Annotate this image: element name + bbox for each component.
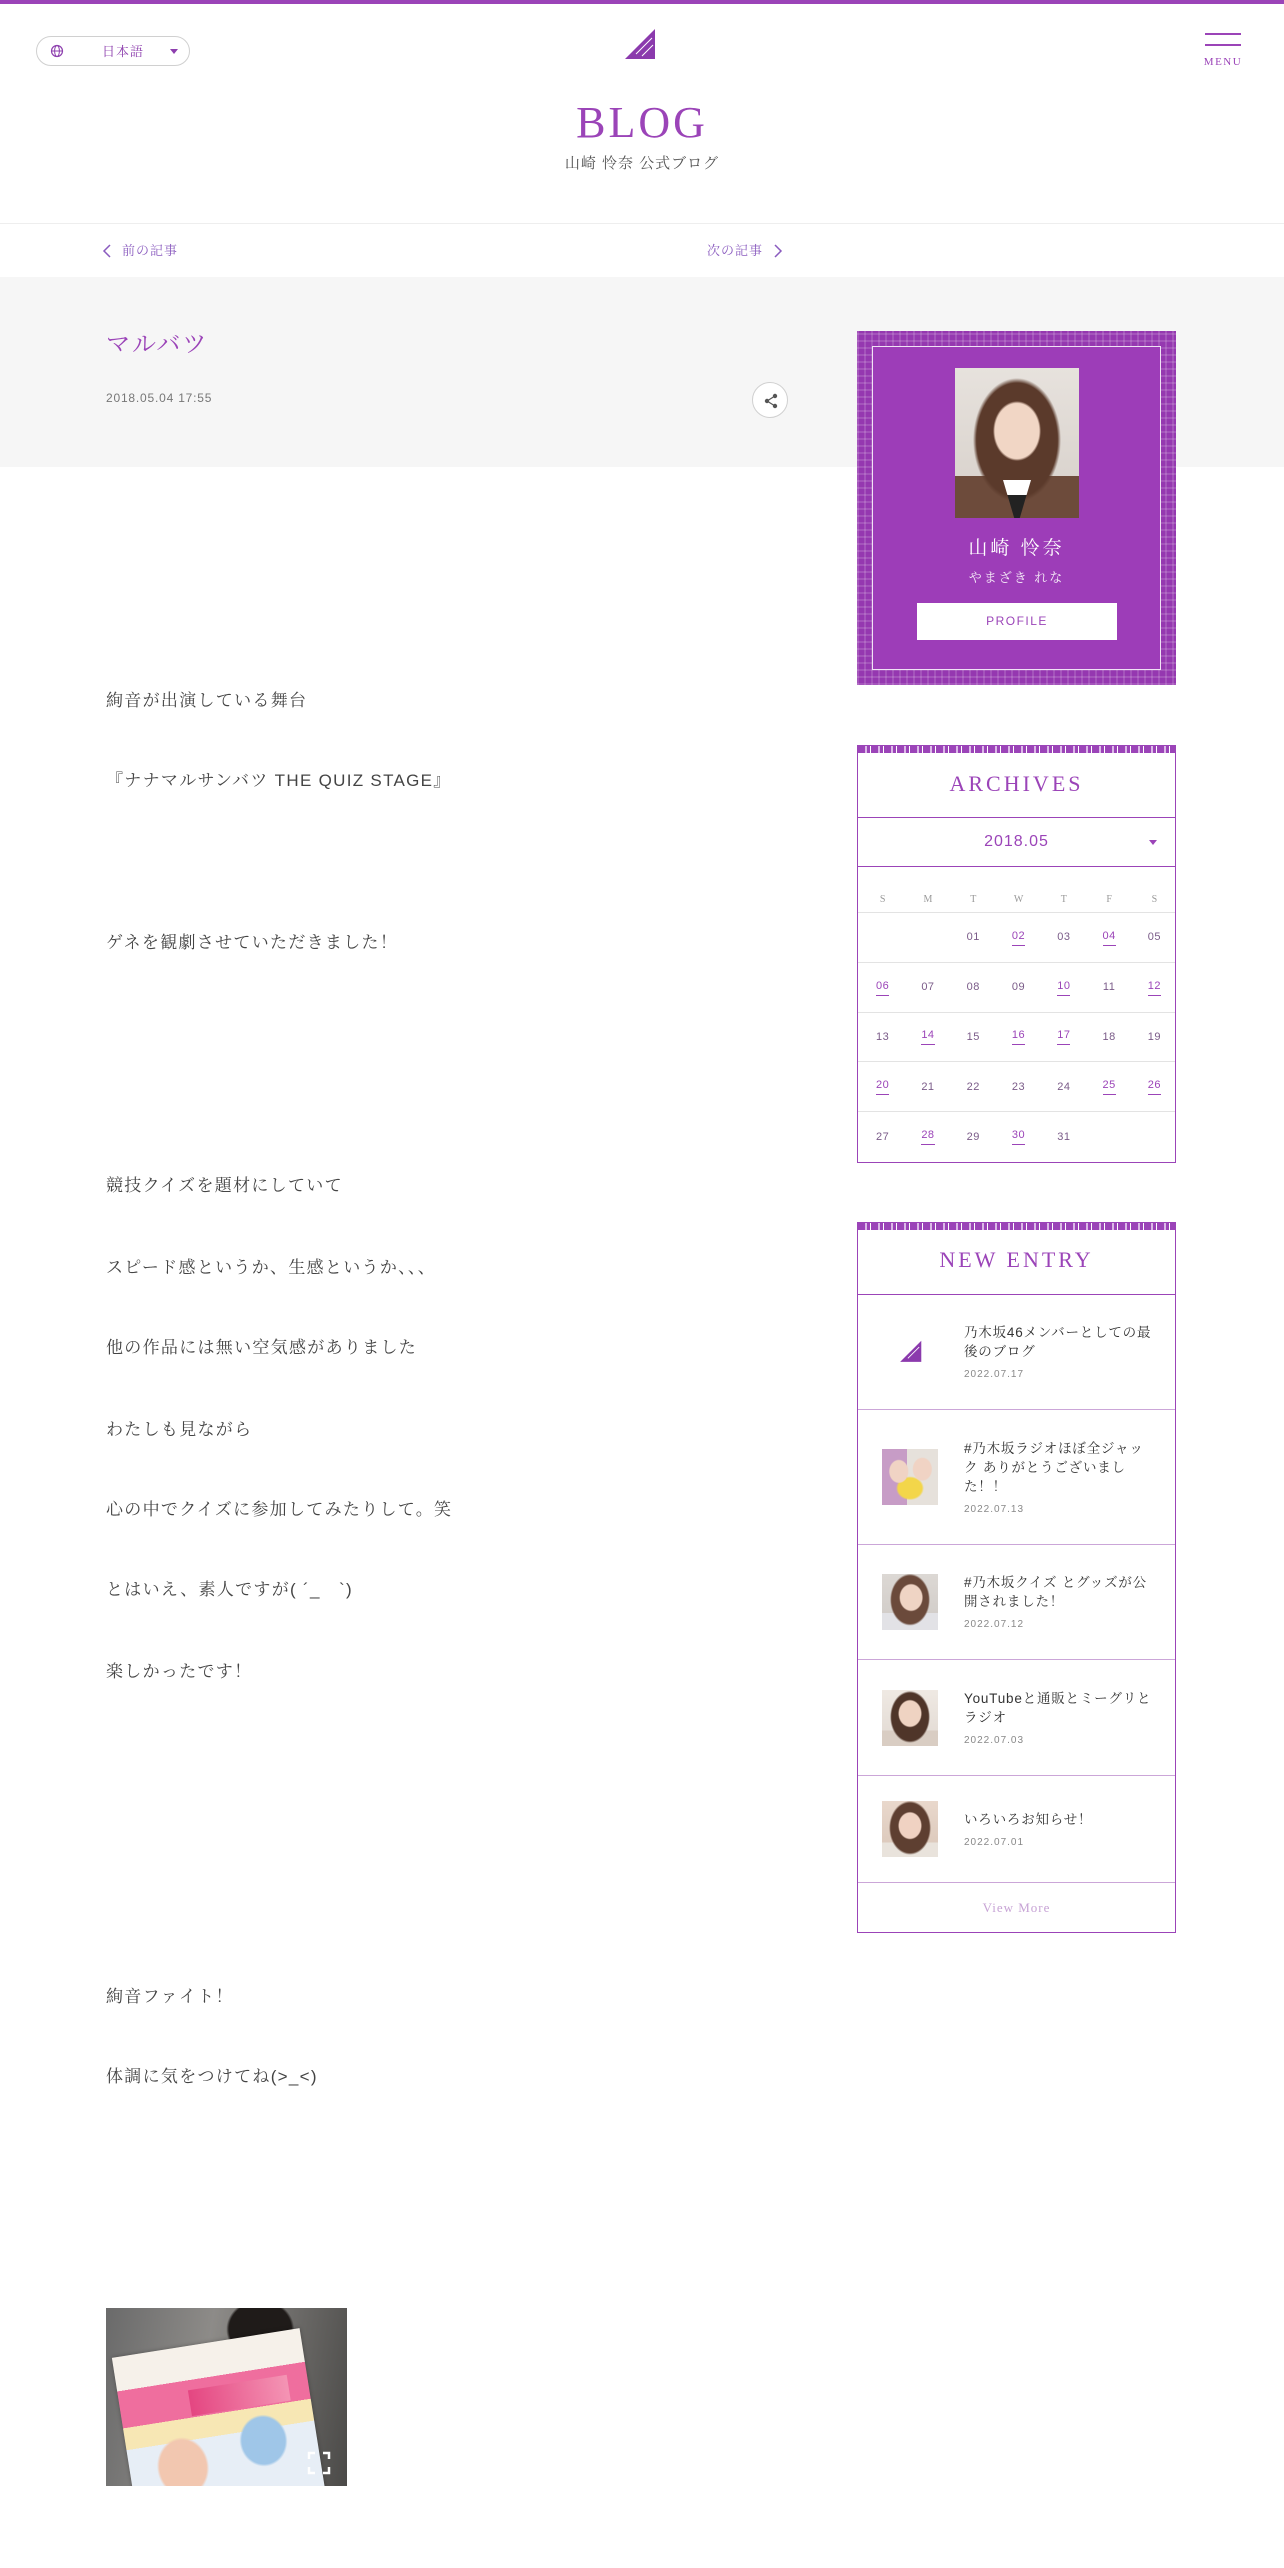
page-subtitle: 山崎 怜奈 公式ブログ [564, 155, 720, 172]
entry-title: いろいろお知らせ！ [964, 1811, 1093, 1827]
calendar-empty-cell [905, 913, 950, 962]
prev-article-label: 前の記事 [122, 243, 179, 258]
calendar-day-29 [951, 1112, 996, 1161]
entry-thumbnail [882, 1801, 938, 1857]
calendar-day-label[interactable]: 30 [1012, 1128, 1025, 1145]
logo-icon [898, 1340, 922, 1364]
calendar-day-label[interactable]: 17 [1057, 1028, 1070, 1045]
calendar-day-label: 18 [1102, 1030, 1116, 1043]
calendar-week [858, 962, 1175, 1012]
calendar-day-22 [951, 1062, 996, 1111]
calendar-empty-cell [860, 913, 905, 962]
article-line: 『ナナマルサンバツ THE QUIZ STAGE』 [106, 771, 452, 790]
calendar-weekday: W [1013, 894, 1024, 905]
calendar-day-label: 13 [876, 1030, 890, 1043]
article-line: わたしも見ながら [106, 1420, 253, 1439]
article-line: 体調に気をつけてね(>_<) [106, 2067, 318, 2086]
calendar-day-label: 19 [1147, 1030, 1162, 1043]
entry-date: 2022.07.13 [964, 1503, 1025, 1515]
chevron-right-icon [773, 243, 783, 259]
entry-text [964, 1810, 1154, 1849]
profile-card [857, 331, 1176, 685]
calendar-day-28[interactable] [905, 1112, 950, 1161]
calendar-weekday: T [1060, 894, 1067, 905]
calendar-day-26[interactable] [1132, 1062, 1177, 1111]
hamburger-icon [1205, 32, 1241, 48]
entry-thumbnail [882, 1449, 938, 1505]
calendar-weekday: T [970, 894, 977, 905]
entry-date: 2022.07.03 [964, 1734, 1025, 1746]
calendar-day-label: 21 [921, 1080, 935, 1093]
globe-icon [50, 44, 64, 58]
view-more-link[interactable]: View More [982, 1900, 1051, 1915]
entry-list [858, 1295, 1175, 1883]
calendar-day-label: 31 [1057, 1130, 1071, 1143]
calendar-week [858, 912, 1175, 962]
calendar-day-label[interactable]: 16 [1012, 1028, 1025, 1045]
article-line: 競技クイズを題材にしていて [106, 1176, 343, 1195]
calendar-day-23 [996, 1062, 1041, 1111]
calendar-day-21 [905, 1062, 950, 1111]
calendar-weekday: M [923, 894, 933, 905]
calendar-day-04[interactable] [1086, 913, 1131, 962]
calendar-weekday: F [1106, 894, 1112, 905]
top-accent-line [0, 0, 1284, 4]
calendar-day-06[interactable] [860, 963, 905, 1012]
calendar-week [858, 1012, 1175, 1062]
calendar-day-16[interactable] [996, 1013, 1041, 1062]
calendar-day-09 [996, 963, 1041, 1012]
calendar-day-label[interactable]: 26 [1148, 1078, 1161, 1095]
calendar-day-27 [860, 1112, 905, 1161]
next-article-link[interactable] [707, 239, 783, 263]
entry-thumbnail [882, 1574, 938, 1630]
calendar-day-10[interactable] [1041, 963, 1086, 1012]
entry-thumbnail [882, 1690, 938, 1746]
profile-photo-collar [1003, 480, 1031, 518]
calendar-day-label[interactable]: 20 [876, 1078, 889, 1095]
menu-button[interactable] [1203, 32, 1243, 68]
decorative-strip [858, 1223, 1175, 1230]
share-button[interactable] [752, 382, 788, 418]
month-select[interactable] [858, 818, 1175, 866]
article-line: 絢音が出演している舞台 [106, 691, 308, 710]
calendar-day-24 [1041, 1062, 1086, 1111]
article-line: とはいえ、素人ですが( ´_ `) [106, 1580, 353, 1599]
calendar-day-30[interactable] [996, 1112, 1041, 1161]
calendar-day-11 [1086, 963, 1131, 1012]
calendar-week [858, 1061, 1175, 1111]
calendar-day-18 [1086, 1013, 1131, 1062]
new-entry-title: NEW ENTRY [939, 1247, 1094, 1272]
language-label: 日本語 [101, 44, 144, 59]
entry-date: 2022.07.17 [964, 1369, 1025, 1380]
calendar-day-13 [860, 1013, 905, 1062]
site-logo[interactable] [622, 28, 656, 62]
entry-text [964, 1439, 1154, 1516]
article-line: ゲネを観劇させていただきました！ [106, 933, 399, 952]
calendar-day-label[interactable]: 06 [876, 979, 889, 996]
calendar-day-25[interactable] [1086, 1062, 1131, 1111]
menu-label: MENU [1203, 56, 1243, 68]
article-line: スピード感というか、生感というか、、、 [106, 1258, 437, 1277]
calendar-week [858, 1111, 1175, 1161]
archives-widget [857, 745, 1176, 1163]
profile-photo [955, 368, 1079, 518]
calendar-day-label: 09 [1011, 981, 1026, 994]
entry-item[interactable] [858, 1295, 1175, 1410]
language-selector[interactable] [36, 36, 190, 66]
header-divider [0, 223, 1284, 224]
entry-date: 2022.07.12 [964, 1619, 1025, 1630]
entry-text [964, 1323, 1154, 1381]
calendar-day-label: 08 [966, 981, 980, 994]
article-line: 楽しかったです！ [106, 1662, 253, 1681]
entry-item[interactable] [858, 1776, 1175, 1883]
calendar-day-label: 27 [876, 1130, 890, 1143]
calendar-empty-cell [1086, 1112, 1131, 1161]
article-title: マルバツ [106, 331, 209, 358]
next-article-label: 次の記事 [707, 243, 764, 258]
calendar-day-label: 22 [966, 1080, 980, 1093]
calendar-day-20[interactable] [860, 1062, 905, 1111]
calendar-day-label: 24 [1057, 1080, 1071, 1093]
entry-title: #乃木坂ラジオほぼ全ジャック ありがとうございました！！ [964, 1440, 1144, 1494]
profile-kana: やまざき れな [968, 570, 1065, 585]
calendar-day-label: 03 [1057, 931, 1071, 944]
calendar-day-label: 15 [966, 1030, 980, 1043]
caret-down-icon [170, 49, 178, 54]
calendar-day-label: 11 [1102, 981, 1116, 994]
profile-button[interactable]: PROFILE [917, 603, 1117, 640]
calendar-day-label: 01 [966, 931, 980, 944]
calendar-day-14[interactable] [905, 1013, 950, 1062]
prev-article-link[interactable] [102, 239, 178, 263]
selected-month: 2018.05 [984, 833, 1049, 850]
calendar-day-31 [1041, 1112, 1086, 1161]
chevron-left-icon [102, 243, 112, 259]
calendar-day-05 [1132, 913, 1177, 962]
calendar-day-label[interactable]: 10 [1057, 979, 1070, 996]
photo-flyer-banner [188, 2375, 291, 2416]
calendar-day-label: 23 [1011, 1080, 1026, 1093]
calendar-day-12[interactable] [1132, 963, 1177, 1012]
entry-title: YouTubeと通販とミーグリとラジオ [964, 1690, 1152, 1725]
entry-title: #乃木坂クイズ とグッズが公開されました！ [964, 1575, 1147, 1609]
profile-name: 山崎 怜奈 [968, 538, 1065, 559]
entry-thumbnail [882, 1324, 938, 1380]
calendar-empty-cell [1132, 1112, 1177, 1161]
share-icon [762, 392, 780, 410]
archives-title: ARCHIVES [949, 771, 1084, 796]
new-entry-widget [857, 1222, 1176, 1933]
calendar-day-label[interactable]: 14 [921, 1028, 934, 1045]
article-line: 絢音ファイト！ [106, 1987, 234, 2006]
article-line: 他の作品には無い空気感がありました [106, 1338, 418, 1357]
calendar-day-label[interactable]: 12 [1148, 979, 1161, 996]
expand-icon[interactable] [307, 2451, 331, 2475]
article-line: 心の中でクイズに参加してみたりして。笑 [106, 1500, 453, 1519]
calendar-weekday: S [879, 894, 886, 905]
calendar-day-label[interactable]: 02 [1012, 929, 1025, 946]
entry-item[interactable] [858, 1660, 1175, 1776]
caret-down-icon [1149, 840, 1157, 845]
blog-photo[interactable] [106, 2308, 347, 2486]
page-title: BLOG [576, 98, 708, 147]
entry-title: 乃木坂46メンバーとしての最後のブログ [964, 1325, 1152, 1359]
calendar-weekdays [858, 867, 1175, 913]
calendar-day-07 [905, 963, 950, 1012]
calendar-day-01 [951, 913, 996, 962]
calendar-weekday: S [1151, 894, 1158, 905]
calendar-day-label[interactable]: 28 [921, 1128, 934, 1145]
calendar-days [858, 912, 1175, 1161]
calendar-day-label[interactable]: 25 [1103, 1078, 1116, 1095]
calendar-day-label: 29 [966, 1130, 980, 1143]
calendar-day-19 [1132, 1013, 1177, 1062]
calendar-day-label: 07 [921, 981, 935, 994]
calendar-day-17[interactable] [1041, 1013, 1086, 1062]
entry-text [964, 1689, 1154, 1747]
calendar-day-label[interactable]: 04 [1103, 929, 1116, 946]
calendar-day-15 [951, 1013, 996, 1062]
calendar-day-label: 05 [1147, 931, 1162, 944]
calendar-day-02[interactable] [996, 913, 1041, 962]
entry-date: 2022.07.01 [964, 1836, 1025, 1848]
photo-flyer [112, 2328, 326, 2486]
entry-item[interactable] [858, 1410, 1175, 1545]
calendar-day-03 [1041, 913, 1086, 962]
calendar-day-08 [951, 963, 996, 1012]
entry-item[interactable] [858, 1545, 1175, 1660]
decorative-strip [858, 746, 1175, 753]
entry-text [964, 1573, 1154, 1631]
article-date: 2018.05.04 17:55 [106, 391, 213, 405]
